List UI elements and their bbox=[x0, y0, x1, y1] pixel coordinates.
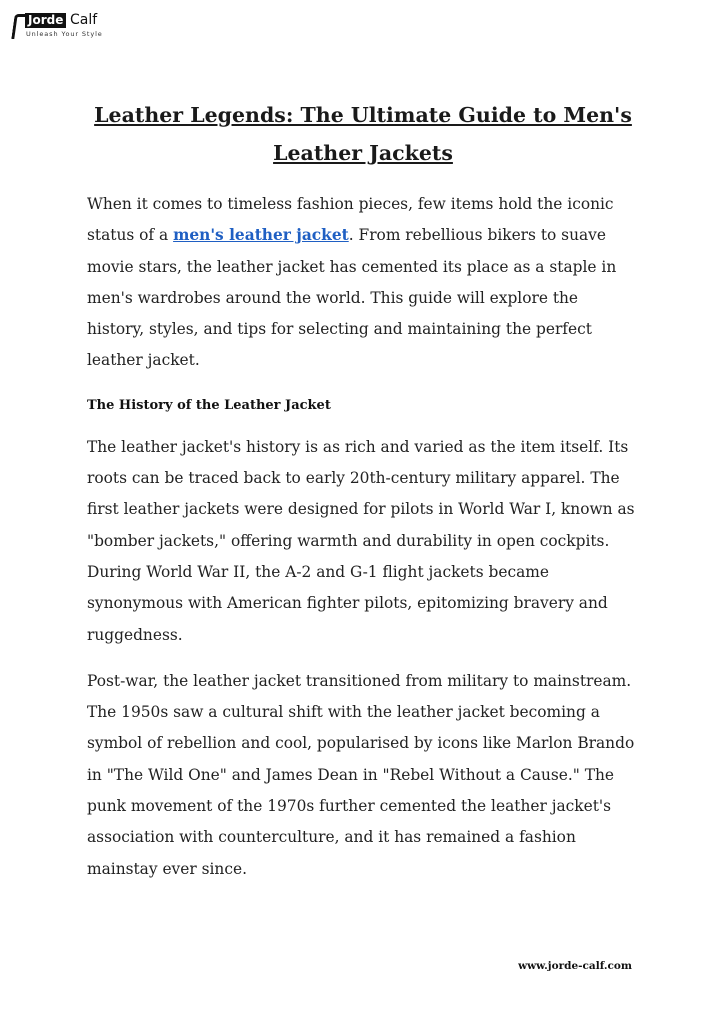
footer-url: www.jorde-calf.com bbox=[518, 960, 632, 972]
logo-mark-icon bbox=[11, 14, 26, 39]
brand-logo bbox=[13, 12, 109, 38]
logo-text-primary: Jorde bbox=[25, 13, 66, 28]
section-heading-history: The History of the Leather Jacket bbox=[87, 397, 331, 413]
intro-paragraph bbox=[87, 189, 639, 377]
post-war-paragraph: Post-war, the leather jacket transitioned from military to mainstream. The 1950s saw a cultural shift with the leather jacket becoming a symbol of rebellion and cool, popularised by icons like Marlon Brando in "The Wild One" and James Dean in "Rebel Without a Cause." The punk movement of the 1970s further cemented the leather jacket's association with counterculture, and it has remained a fashion mainstay ever since. bbox=[87, 671, 635, 878]
mens-leather-jacket-link[interactable]: men's leather jacket bbox=[173, 226, 349, 245]
article-title: Leather Legends: The Ultimate Guide to Men's Leather Jackets bbox=[94, 103, 632, 165]
intro-text-before: When it comes to timeless fashion pieces, few items hold the iconic status of a bbox=[87, 195, 614, 245]
history-paragraph: The leather jacket's history is as rich and varied as the item itself. Its roots can be traced back to early 20th-century military apparel. The first leather jackets were designed for pilots in World War I, known as "bomber jackets," offering warmth and durability in open cockpits. During World War II, the A-2 and G-1 flight jackets became synonymous with American fighter pilots, epitomizing bravery and ruggedness. bbox=[87, 437, 635, 644]
intro-text-after: . From rebellious bikers to suave movie stars, the leather jacket has cemented its place as a staple in men's wardrobes around the world. This guide will explore the history, styles, and tips for selecting and maintaining the perfect leather jacket. bbox=[87, 226, 617, 370]
article-body bbox=[87, 96, 639, 885]
logo-text-secondary: Calf bbox=[70, 12, 98, 28]
logo-tagline: Unleash Your Style bbox=[26, 30, 103, 38]
